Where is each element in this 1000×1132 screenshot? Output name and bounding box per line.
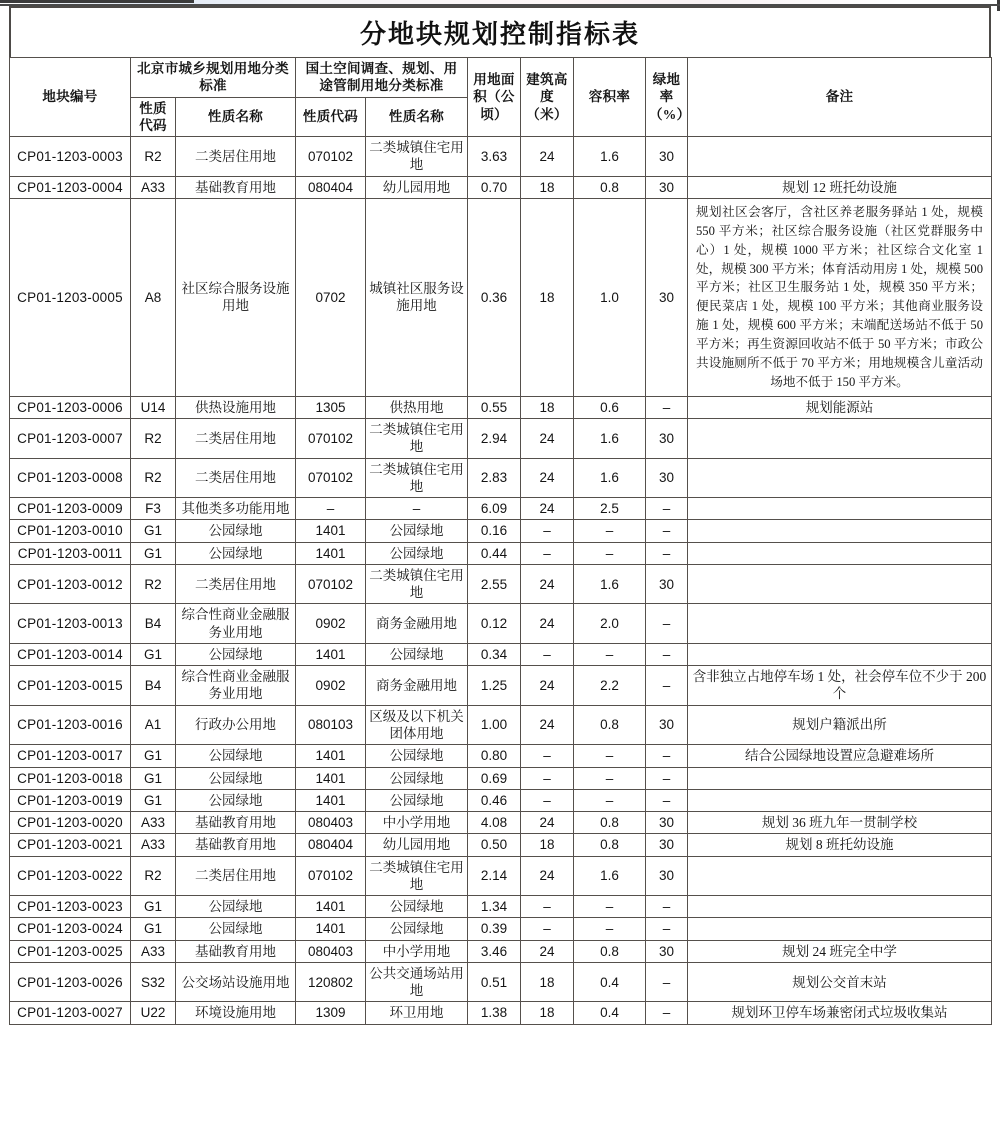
column-header-remarks: 备注 bbox=[688, 58, 992, 137]
cell-floor-area-ratio: 0.8 bbox=[574, 176, 646, 198]
cell-green-ratio: – bbox=[646, 962, 688, 1002]
cell-remarks bbox=[688, 564, 992, 604]
cell-national-code: 070102 bbox=[296, 564, 366, 604]
cell-green-ratio: – bbox=[646, 604, 688, 644]
cell-land-area: 0.34 bbox=[468, 643, 521, 665]
column-group-beijing-standard: 北京市城乡规划用地分类标准 bbox=[131, 58, 296, 98]
cell-beijing-code: R2 bbox=[131, 856, 176, 896]
cell-building-height: 24 bbox=[521, 604, 574, 644]
cell-building-height: 24 bbox=[521, 940, 574, 962]
cell-land-area: 0.46 bbox=[468, 789, 521, 811]
cell-beijing-code: A33 bbox=[131, 176, 176, 198]
cell-plot-id: CP01-1203-0018 bbox=[10, 767, 131, 789]
cell-plot-id: CP01-1203-0005 bbox=[10, 198, 131, 396]
cell-national-name: 幼儿园用地 bbox=[366, 176, 468, 198]
cell-beijing-code: G1 bbox=[131, 745, 176, 767]
cell-green-ratio: – bbox=[646, 789, 688, 811]
cell-remarks bbox=[688, 419, 992, 459]
title-band bbox=[9, 6, 991, 57]
cell-green-ratio: 30 bbox=[646, 419, 688, 459]
cell-plot-id: CP01-1203-0003 bbox=[10, 137, 131, 177]
table-row bbox=[10, 176, 992, 198]
cell-land-area: 0.51 bbox=[468, 962, 521, 1002]
cell-building-height: – bbox=[521, 745, 574, 767]
cell-national-name: 区级及以下机关团体用地 bbox=[366, 705, 468, 745]
cell-building-height: 18 bbox=[521, 198, 574, 396]
cell-beijing-code: B4 bbox=[131, 604, 176, 644]
cell-national-name: 二类城镇住宅用地 bbox=[366, 458, 468, 498]
cell-land-area: 0.80 bbox=[468, 745, 521, 767]
cell-national-name: 公园绿地 bbox=[366, 643, 468, 665]
table-row bbox=[10, 542, 992, 564]
cell-national-code: 1401 bbox=[296, 789, 366, 811]
cell-building-height: 24 bbox=[521, 705, 574, 745]
cell-national-name: 公园绿地 bbox=[366, 542, 468, 564]
cell-remarks bbox=[688, 542, 992, 564]
table-row bbox=[10, 498, 992, 520]
table-row bbox=[10, 198, 992, 396]
cell-national-code: 070102 bbox=[296, 856, 366, 896]
cell-beijing-code: G1 bbox=[131, 643, 176, 665]
table-row bbox=[10, 834, 992, 856]
table-row bbox=[10, 419, 992, 459]
cell-remarks bbox=[688, 498, 992, 520]
cell-national-code: 1401 bbox=[296, 542, 366, 564]
cell-beijing-code: A8 bbox=[131, 198, 176, 396]
table-row bbox=[10, 896, 992, 918]
column-header-beijing-name: 性质名称 bbox=[176, 97, 296, 137]
cell-remarks bbox=[688, 137, 992, 177]
cell-beijing-name: 基础教育用地 bbox=[176, 834, 296, 856]
cell-plot-id: CP01-1203-0014 bbox=[10, 643, 131, 665]
cell-beijing-code: R2 bbox=[131, 564, 176, 604]
cell-floor-area-ratio: 2.2 bbox=[574, 666, 646, 706]
cell-green-ratio: – bbox=[646, 520, 688, 542]
cell-beijing-code: F3 bbox=[131, 498, 176, 520]
cell-beijing-code: A33 bbox=[131, 834, 176, 856]
cell-floor-area-ratio: 0.4 bbox=[574, 1002, 646, 1024]
cell-green-ratio: 30 bbox=[646, 458, 688, 498]
column-header-floor-area-ratio: 容积率 bbox=[574, 58, 646, 137]
cell-floor-area-ratio: 0.6 bbox=[574, 396, 646, 418]
cell-green-ratio: 30 bbox=[646, 940, 688, 962]
cell-green-ratio: 30 bbox=[646, 834, 688, 856]
cell-remarks: 规划 24 班完全中学 bbox=[688, 940, 992, 962]
cell-national-name: 公园绿地 bbox=[366, 520, 468, 542]
cell-land-area: 0.39 bbox=[468, 918, 521, 940]
column-header-building-height: 建筑高度（米） bbox=[521, 58, 574, 137]
cell-remarks: 规划公交首末站 bbox=[688, 962, 992, 1002]
cell-national-code: 0902 bbox=[296, 666, 366, 706]
cell-national-code: 080103 bbox=[296, 705, 366, 745]
cell-national-code: 1401 bbox=[296, 896, 366, 918]
cell-beijing-name: 基础教育用地 bbox=[176, 940, 296, 962]
table-row bbox=[10, 643, 992, 665]
cell-plot-id: CP01-1203-0011 bbox=[10, 542, 131, 564]
table-row bbox=[10, 604, 992, 644]
cell-national-name: 中小学用地 bbox=[366, 940, 468, 962]
cell-green-ratio: – bbox=[646, 745, 688, 767]
column-header-beijing-code: 性质代码 bbox=[131, 97, 176, 137]
column-header-green-ratio: 绿地率（%） bbox=[646, 58, 688, 137]
cell-national-name: 城镇社区服务设施用地 bbox=[366, 198, 468, 396]
cell-beijing-code: A33 bbox=[131, 812, 176, 834]
table-row bbox=[10, 137, 992, 177]
cell-national-name: 中小学用地 bbox=[366, 812, 468, 834]
cell-land-area: 6.09 bbox=[468, 498, 521, 520]
cell-beijing-name: 环境设施用地 bbox=[176, 1002, 296, 1024]
cell-building-height: 18 bbox=[521, 834, 574, 856]
table-row bbox=[10, 767, 992, 789]
cell-beijing-name: 二类居住用地 bbox=[176, 458, 296, 498]
table-row bbox=[10, 705, 992, 745]
table-row bbox=[10, 458, 992, 498]
cell-remarks bbox=[688, 520, 992, 542]
table-row bbox=[10, 745, 992, 767]
cell-land-area: 3.46 bbox=[468, 940, 521, 962]
cell-beijing-code: U14 bbox=[131, 396, 176, 418]
cell-green-ratio: 30 bbox=[646, 856, 688, 896]
cell-beijing-code: B4 bbox=[131, 666, 176, 706]
cell-national-name: 供热用地 bbox=[366, 396, 468, 418]
cell-beijing-name: 二类居住用地 bbox=[176, 137, 296, 177]
cell-floor-area-ratio: – bbox=[574, 789, 646, 811]
cell-beijing-code: S32 bbox=[131, 962, 176, 1002]
cell-land-area: 1.38 bbox=[468, 1002, 521, 1024]
cell-building-height: 18 bbox=[521, 962, 574, 1002]
cell-beijing-name: 基础教育用地 bbox=[176, 176, 296, 198]
cell-remarks bbox=[688, 789, 992, 811]
cell-national-code: 080404 bbox=[296, 834, 366, 856]
cell-land-area: 0.55 bbox=[468, 396, 521, 418]
cell-floor-area-ratio: 0.8 bbox=[574, 834, 646, 856]
cell-plot-id: CP01-1203-0027 bbox=[10, 1002, 131, 1024]
cell-building-height: – bbox=[521, 767, 574, 789]
cell-floor-area-ratio: 0.8 bbox=[574, 812, 646, 834]
table-row bbox=[10, 918, 992, 940]
cell-green-ratio: 30 bbox=[646, 176, 688, 198]
cell-beijing-code: A33 bbox=[131, 940, 176, 962]
cell-land-area: 0.12 bbox=[468, 604, 521, 644]
cell-national-code: 1401 bbox=[296, 918, 366, 940]
cell-land-area: 2.55 bbox=[468, 564, 521, 604]
cell-national-name: 公园绿地 bbox=[366, 918, 468, 940]
cell-floor-area-ratio: – bbox=[574, 918, 646, 940]
cell-plot-id: CP01-1203-0021 bbox=[10, 834, 131, 856]
cell-floor-area-ratio: 0.8 bbox=[574, 940, 646, 962]
cell-plot-id: CP01-1203-0010 bbox=[10, 520, 131, 542]
cell-land-area: 0.36 bbox=[468, 198, 521, 396]
cell-floor-area-ratio: 1.0 bbox=[574, 198, 646, 396]
cell-plot-id: CP01-1203-0008 bbox=[10, 458, 131, 498]
cell-plot-id: CP01-1203-0019 bbox=[10, 789, 131, 811]
cell-land-area: 4.08 bbox=[468, 812, 521, 834]
table-row bbox=[10, 812, 992, 834]
cell-land-area: 3.63 bbox=[468, 137, 521, 177]
cell-plot-id: CP01-1203-0023 bbox=[10, 896, 131, 918]
cell-beijing-name: 公园绿地 bbox=[176, 643, 296, 665]
cell-remarks: 规划能源站 bbox=[688, 396, 992, 418]
table-row bbox=[10, 940, 992, 962]
cell-beijing-name: 二类居住用地 bbox=[176, 564, 296, 604]
cell-plot-id: CP01-1203-0007 bbox=[10, 419, 131, 459]
table-header bbox=[10, 58, 992, 137]
column-header-national-code: 性质代码 bbox=[296, 97, 366, 137]
cell-land-area: 2.83 bbox=[468, 458, 521, 498]
cell-plot-id: CP01-1203-0004 bbox=[10, 176, 131, 198]
cell-land-area: 0.44 bbox=[468, 542, 521, 564]
header-row-top bbox=[10, 58, 992, 98]
cell-national-name: 公园绿地 bbox=[366, 745, 468, 767]
cell-green-ratio: – bbox=[646, 1002, 688, 1024]
cell-floor-area-ratio: – bbox=[574, 643, 646, 665]
cell-building-height: 24 bbox=[521, 812, 574, 834]
cell-beijing-name: 公园绿地 bbox=[176, 745, 296, 767]
cell-green-ratio: – bbox=[646, 767, 688, 789]
cell-national-code: 070102 bbox=[296, 458, 366, 498]
page-title: 分地块规划控制指标表 bbox=[359, 20, 640, 50]
cell-remarks bbox=[688, 918, 992, 940]
cell-building-height: 24 bbox=[521, 666, 574, 706]
cell-remarks bbox=[688, 896, 992, 918]
cell-land-area: 1.34 bbox=[468, 896, 521, 918]
cell-building-height: 24 bbox=[521, 137, 574, 177]
cell-land-area: 0.69 bbox=[468, 767, 521, 789]
cell-national-code: 1309 bbox=[296, 1002, 366, 1024]
cell-land-area: 0.70 bbox=[468, 176, 521, 198]
cell-beijing-name: 二类居住用地 bbox=[176, 419, 296, 459]
cell-beijing-code: A1 bbox=[131, 705, 176, 745]
cell-floor-area-ratio: 2.5 bbox=[574, 498, 646, 520]
cell-plot-id: CP01-1203-0024 bbox=[10, 918, 131, 940]
cell-national-code: 0902 bbox=[296, 604, 366, 644]
cell-national-code: 070102 bbox=[296, 137, 366, 177]
cell-plot-id: CP01-1203-0022 bbox=[10, 856, 131, 896]
cell-national-code: 1401 bbox=[296, 643, 366, 665]
cell-green-ratio: – bbox=[646, 498, 688, 520]
cell-green-ratio: 30 bbox=[646, 564, 688, 604]
cell-beijing-code: U22 bbox=[131, 1002, 176, 1024]
cell-green-ratio: – bbox=[646, 396, 688, 418]
cell-beijing-name: 基础教育用地 bbox=[176, 812, 296, 834]
table-row bbox=[10, 962, 992, 1002]
cell-floor-area-ratio: 0.4 bbox=[574, 962, 646, 1002]
cell-floor-area-ratio: – bbox=[574, 896, 646, 918]
cell-national-code: 120802 bbox=[296, 962, 366, 1002]
cell-green-ratio: 30 bbox=[646, 812, 688, 834]
cell-beijing-name: 供热设施用地 bbox=[176, 396, 296, 418]
cell-national-name: 幼儿园用地 bbox=[366, 834, 468, 856]
cell-beijing-code: R2 bbox=[131, 419, 176, 459]
table-row bbox=[10, 789, 992, 811]
cell-building-height: – bbox=[521, 918, 574, 940]
cell-green-ratio: 30 bbox=[646, 137, 688, 177]
cell-plot-id: CP01-1203-0025 bbox=[10, 940, 131, 962]
cell-beijing-name: 综合性商业金融服务业用地 bbox=[176, 666, 296, 706]
cell-building-height: – bbox=[521, 789, 574, 811]
cell-beijing-code: G1 bbox=[131, 767, 176, 789]
cell-beijing-code: G1 bbox=[131, 896, 176, 918]
table-row bbox=[10, 520, 992, 542]
cell-beijing-name: 其他类多功能用地 bbox=[176, 498, 296, 520]
cell-green-ratio: – bbox=[646, 896, 688, 918]
cell-floor-area-ratio: – bbox=[574, 542, 646, 564]
cell-green-ratio: – bbox=[646, 666, 688, 706]
cell-building-height: – bbox=[521, 896, 574, 918]
cell-beijing-name: 公园绿地 bbox=[176, 520, 296, 542]
cell-beijing-name: 公园绿地 bbox=[176, 542, 296, 564]
cell-remarks: 规划环卫停车场兼密闭式垃圾收集站 bbox=[688, 1002, 992, 1024]
cell-green-ratio: – bbox=[646, 643, 688, 665]
cell-building-height: 18 bbox=[521, 176, 574, 198]
cell-land-area: 0.50 bbox=[468, 834, 521, 856]
cell-land-area: 2.94 bbox=[468, 419, 521, 459]
cell-building-height: 24 bbox=[521, 458, 574, 498]
cell-building-height: 18 bbox=[521, 396, 574, 418]
cell-building-height: 24 bbox=[521, 419, 574, 459]
cell-plot-id: CP01-1203-0020 bbox=[10, 812, 131, 834]
table-row bbox=[10, 396, 992, 418]
cell-plot-id: CP01-1203-0017 bbox=[10, 745, 131, 767]
table-row bbox=[10, 1002, 992, 1024]
column-group-national-standard: 国土空间调查、规划、用途管制用地分类标准 bbox=[296, 58, 468, 98]
cell-remarks bbox=[688, 643, 992, 665]
cell-building-height: 24 bbox=[521, 856, 574, 896]
cell-floor-area-ratio: 1.6 bbox=[574, 419, 646, 459]
cell-floor-area-ratio: 0.8 bbox=[574, 705, 646, 745]
cell-building-height: 24 bbox=[521, 564, 574, 604]
cell-green-ratio: – bbox=[646, 918, 688, 940]
cell-plot-id: CP01-1203-0012 bbox=[10, 564, 131, 604]
cell-remarks: 结合公园绿地设置应急避难场所 bbox=[688, 745, 992, 767]
cell-floor-area-ratio: 1.6 bbox=[574, 137, 646, 177]
cell-beijing-name: 行政办公用地 bbox=[176, 705, 296, 745]
cell-national-name: 商务金融用地 bbox=[366, 666, 468, 706]
cell-building-height: – bbox=[521, 643, 574, 665]
cell-green-ratio: 30 bbox=[646, 198, 688, 396]
cell-remarks: 含非独立占地停车场 1 处，社会停车位不少于 200 个 bbox=[688, 666, 992, 706]
cell-beijing-name: 公园绿地 bbox=[176, 789, 296, 811]
table-row bbox=[10, 666, 992, 706]
cell-remarks: 规划 12 班托幼设施 bbox=[688, 176, 992, 198]
cell-national-name: – bbox=[366, 498, 468, 520]
cell-beijing-name: 公园绿地 bbox=[176, 896, 296, 918]
column-header-land-area: 用地面积（公顷） bbox=[468, 58, 521, 137]
cell-national-name: 公园绿地 bbox=[366, 896, 468, 918]
column-header-plot-id: 地块编号 bbox=[10, 58, 131, 137]
cell-national-name: 二类城镇住宅用地 bbox=[366, 564, 468, 604]
cell-remarks: 规划 8 班托幼设施 bbox=[688, 834, 992, 856]
table-row bbox=[10, 856, 992, 896]
cell-beijing-code: G1 bbox=[131, 542, 176, 564]
cell-floor-area-ratio: – bbox=[574, 767, 646, 789]
cell-building-height: 24 bbox=[521, 498, 574, 520]
cell-green-ratio: – bbox=[646, 542, 688, 564]
cell-national-code: 1401 bbox=[296, 520, 366, 542]
cell-remarks: 规划 36 班九年一贯制学校 bbox=[688, 812, 992, 834]
cell-national-name: 公园绿地 bbox=[366, 767, 468, 789]
cell-remarks bbox=[688, 458, 992, 498]
cell-remarks: 规划户籍派出所 bbox=[688, 705, 992, 745]
cell-plot-id: CP01-1203-0015 bbox=[10, 666, 131, 706]
document-page bbox=[0, 6, 1000, 1025]
cell-national-name: 公园绿地 bbox=[366, 789, 468, 811]
cell-remarks bbox=[688, 856, 992, 896]
cell-national-name: 公共交通场站用地 bbox=[366, 962, 468, 1002]
cell-national-code: – bbox=[296, 498, 366, 520]
cell-floor-area-ratio: 1.6 bbox=[574, 458, 646, 498]
cell-plot-id: CP01-1203-0006 bbox=[10, 396, 131, 418]
cell-land-area: 0.16 bbox=[468, 520, 521, 542]
cell-plot-id: CP01-1203-0009 bbox=[10, 498, 131, 520]
cell-land-area: 1.00 bbox=[468, 705, 521, 745]
cell-beijing-code: G1 bbox=[131, 918, 176, 940]
cell-building-height: – bbox=[521, 542, 574, 564]
cell-national-code: 0702 bbox=[296, 198, 366, 396]
cell-beijing-name: 公交场站设施用地 bbox=[176, 962, 296, 1002]
cell-national-code: 070102 bbox=[296, 419, 366, 459]
cell-plot-id: CP01-1203-0016 bbox=[10, 705, 131, 745]
column-header-national-name: 性质名称 bbox=[366, 97, 468, 137]
cell-beijing-name: 社区综合服务设施用地 bbox=[176, 198, 296, 396]
cell-national-name: 二类城镇住宅用地 bbox=[366, 419, 468, 459]
cell-national-name: 商务金融用地 bbox=[366, 604, 468, 644]
cell-floor-area-ratio: – bbox=[574, 745, 646, 767]
cell-building-height: – bbox=[521, 520, 574, 542]
planning-indicators-table bbox=[9, 57, 992, 1025]
cell-beijing-name: 公园绿地 bbox=[176, 767, 296, 789]
cell-beijing-code: R2 bbox=[131, 458, 176, 498]
cell-national-code: 1305 bbox=[296, 396, 366, 418]
cell-national-code: 080403 bbox=[296, 812, 366, 834]
cell-beijing-code: G1 bbox=[131, 520, 176, 542]
cell-beijing-code: G1 bbox=[131, 789, 176, 811]
cell-green-ratio: 30 bbox=[646, 705, 688, 745]
cell-land-area: 1.25 bbox=[468, 666, 521, 706]
cell-floor-area-ratio: – bbox=[574, 520, 646, 542]
cell-plot-id: CP01-1203-0026 bbox=[10, 962, 131, 1002]
cell-land-area: 2.14 bbox=[468, 856, 521, 896]
cell-remarks bbox=[688, 767, 992, 789]
cell-national-code: 080403 bbox=[296, 940, 366, 962]
cell-floor-area-ratio: 1.6 bbox=[574, 564, 646, 604]
cell-floor-area-ratio: 1.6 bbox=[574, 856, 646, 896]
cell-national-name: 二类城镇住宅用地 bbox=[366, 856, 468, 896]
cell-building-height: 18 bbox=[521, 1002, 574, 1024]
table-body bbox=[10, 137, 992, 1025]
cell-remarks bbox=[688, 604, 992, 644]
cell-beijing-code: R2 bbox=[131, 137, 176, 177]
cell-beijing-name: 二类居住用地 bbox=[176, 856, 296, 896]
cell-national-code: 1401 bbox=[296, 767, 366, 789]
cell-floor-area-ratio: 2.0 bbox=[574, 604, 646, 644]
cell-remarks: 规划社区会客厅，含社区养老服务驿站 1 处，规模 550 平方米；社区综合服务设施（社区党群服务中心）1 处，规模 1000 平方米；社区综合文化室 1 处，规模 300 平方米；体育活动用房 1 处，规模 500 平方米；社区卫生服务站 1 处，规模 350 平方米；便民菜店 1 处，规模 100 平方米；其他商业服务设施 1 处，规模 600 平方米；末端配送场站不低于 50 平方米；再生资源回收站不低于 50 平方米；市政公共设施厕所不低于 70 平方米；用地规模含儿童活动场地不低于 150 平方米。 bbox=[688, 198, 992, 396]
cell-national-code: 1401 bbox=[296, 745, 366, 767]
scan-artifact-notch bbox=[0, 0, 194, 3]
cell-national-name: 环卫用地 bbox=[366, 1002, 468, 1024]
cell-beijing-name: 公园绿地 bbox=[176, 918, 296, 940]
cell-beijing-name: 综合性商业金融服务业用地 bbox=[176, 604, 296, 644]
table-row bbox=[10, 564, 992, 604]
cell-plot-id: CP01-1203-0013 bbox=[10, 604, 131, 644]
cell-national-code: 080404 bbox=[296, 176, 366, 198]
cell-national-name: 二类城镇住宅用地 bbox=[366, 137, 468, 177]
